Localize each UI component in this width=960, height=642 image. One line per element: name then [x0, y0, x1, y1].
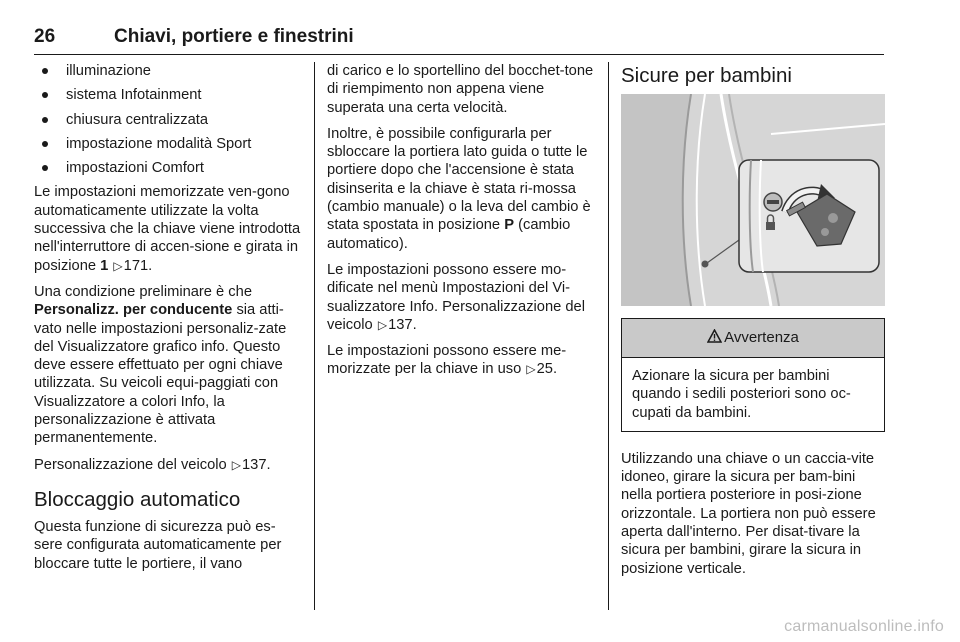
running-title: Chiavi, portiere e finestrini: [114, 26, 354, 47]
warning-box: [621, 318, 885, 432]
list-item: chiusura centralizzata: [34, 111, 302, 129]
page-reference-arrow-icon: ▷: [377, 317, 388, 332]
column-right: [621, 62, 885, 586]
gear-position-label: P: [504, 217, 514, 234]
paragraph: Una condizione preliminare è che Personalizz. per conducente sia atti-vato nelle impostazioni personaliz-zate del Visualizzatore grafico info. Questo deve essere effettuato per ogni chiave utilizzata. Su veicoli equi-paggiati con Visualizzatore a colori Info, la personalizzazione è attivata permanentemente.: [34, 283, 287, 447]
child-lock-illustration: [621, 94, 885, 306]
page-number: 26: [34, 26, 56, 47]
list-item: impostazioni Comfort: [34, 159, 302, 177]
column-divider: [608, 62, 609, 610]
bullet-dot-icon: [42, 68, 48, 74]
page-reference[interactable]: 171.: [123, 257, 153, 274]
paragraph: Questa funzione di sicurezza può es-sere configurata automaticamente per bloccare tutte le portiere, il vano: [34, 518, 282, 572]
door-illustration: [621, 94, 885, 306]
list-item: sistema Infotainment: [34, 86, 302, 104]
page-reference[interactable]: 25.: [536, 361, 558, 378]
list-item: illuminazione: [34, 62, 302, 80]
paragraph: Inoltre, è possibile configurarla per sbloccare la portiera lato guida o tutte le portiere dopo che l'accensione è stata disinserita e la chiave è stata ri-mossa (cambio manuale) o la leva del cambio è stata spostata in posizione P (cambio automatico).: [327, 125, 591, 252]
page-reference[interactable]: 137.: [388, 316, 417, 333]
position-label: 1: [100, 257, 109, 274]
section-heading: Sicure per bambini: [621, 64, 792, 87]
watermark: carmanualsonline.info: [784, 618, 944, 635]
list-item: impostazione modalità Sport: [34, 135, 302, 153]
section-heading: Bloccaggio automatico: [34, 487, 241, 511]
column-left: [34, 62, 302, 581]
column-divider: [314, 62, 315, 610]
bullet-dot-icon: [42, 141, 48, 147]
bullet-dot-icon: [42, 165, 48, 171]
paragraph: di carico e lo sportellino del bocchet-tone di riempimento non appena viene superata una certa velocità.: [327, 63, 594, 116]
page-reference-arrow-icon: ▷: [231, 457, 242, 472]
column-middle: [327, 62, 595, 387]
paragraph: Personalizzazione del veicolo ▷137.: [34, 456, 271, 473]
warning-text: Azionare la sicura per bambini quando i sedili posteriori sono oc-cupati da bambini.: [632, 368, 851, 421]
paragraph: Le impostazioni possono essere me-morizzate per la chiave in uso ▷25.: [327, 343, 567, 378]
page-header: [34, 26, 884, 55]
settings-list: [34, 62, 302, 177]
paragraph: Le impostazioni memorizzate ven-gono automaticamente utilizzate la volta successiva che la chiave viene introdotta nell'interruttore di accen-sione e girata in posizione 1 ▷171.: [34, 184, 301, 274]
page-reference-arrow-icon: ▷: [526, 362, 536, 377]
warning-header: [622, 319, 884, 358]
paragraph: Utilizzando una chiave o un caccia-vite idoneo, girare la sicura per bam-bini nella portiera posteriore in posi-zione orizzontale. La portiera non può essere aperta dall'interno. Per disat-tivare la sicura per bambini, girare la sicura in posizione verticale.: [621, 450, 876, 577]
bullet-dot-icon: [42, 92, 48, 98]
page-reference-arrow-icon: ▷: [113, 258, 123, 273]
bullet-dot-icon: [42, 117, 48, 123]
paragraph: Le impostazioni possono essere mo-dificate nel menù Impostazioni del Vi-sualizzatore Info. Personalizzazione del veicolo ▷137.: [327, 261, 585, 333]
page-reference[interactable]: 137.: [242, 456, 271, 473]
warning-triangle-icon: [707, 320, 722, 358]
menu-setting-label: Personalizz. per conducente: [34, 302, 233, 319]
warning-title: Avvertenza: [724, 329, 799, 346]
